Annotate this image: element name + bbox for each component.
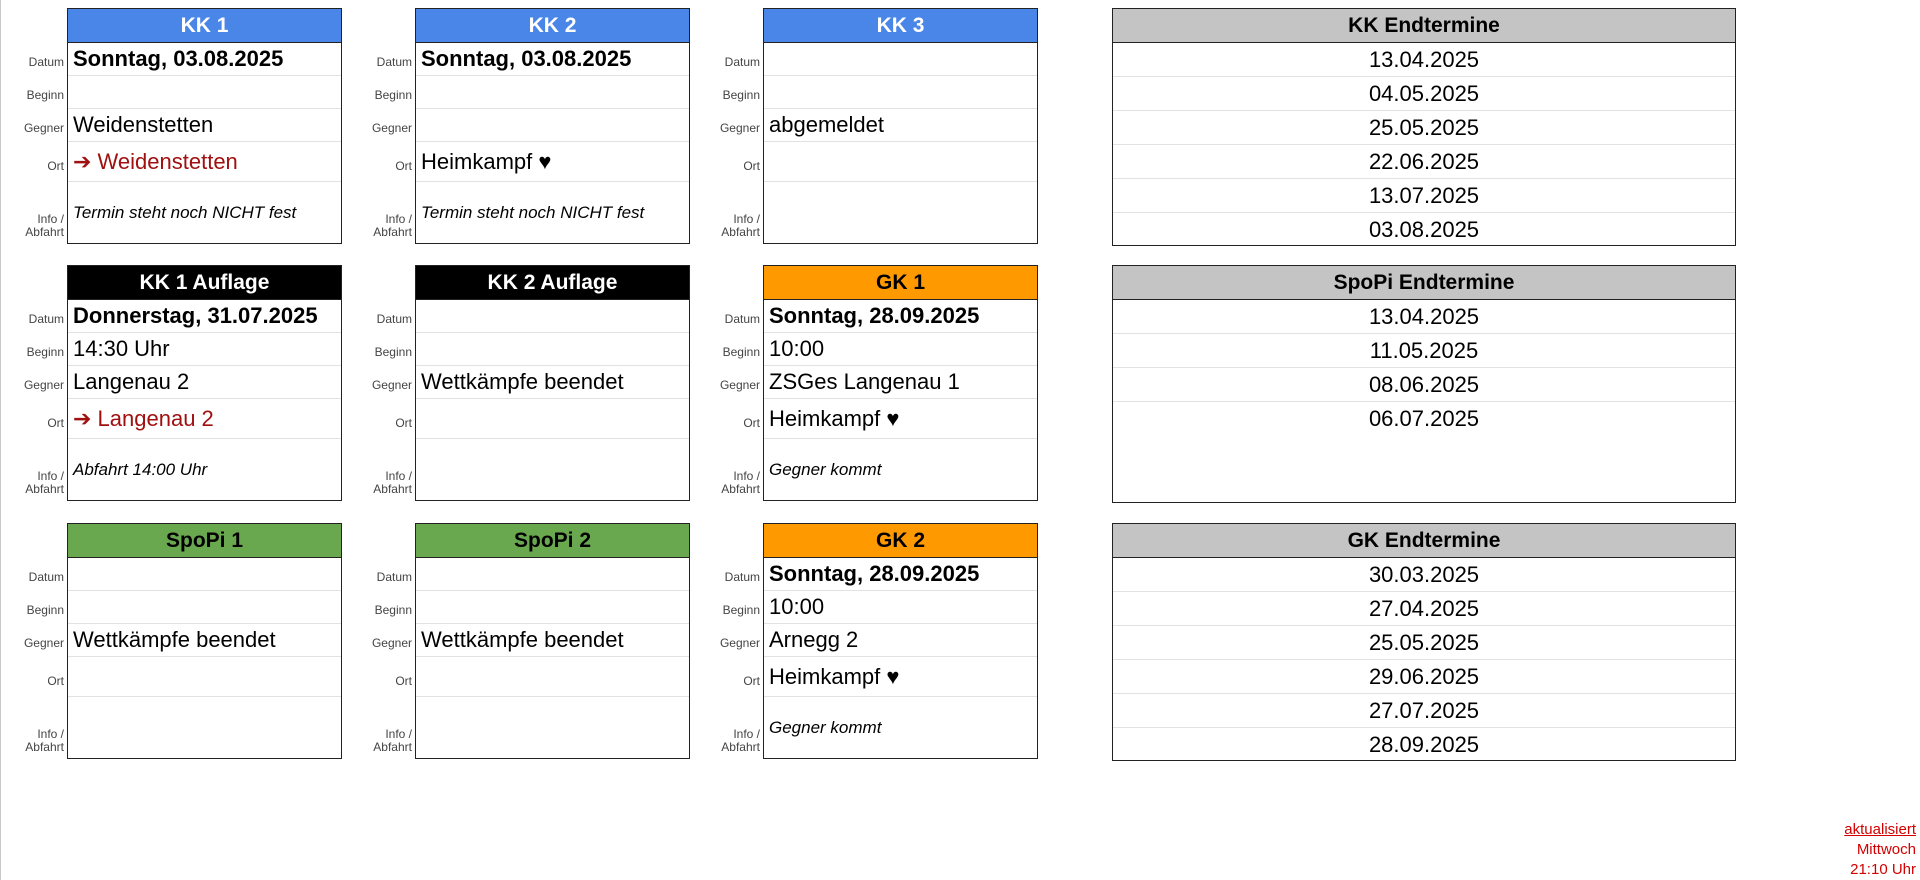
label-info-abfahrt	[4, 213, 64, 239]
label-info: Info /	[37, 469, 64, 483]
card-box	[763, 8, 1038, 244]
label-datum: Datum	[724, 55, 760, 69]
card-box	[67, 523, 342, 759]
card-kk3	[697, 8, 1045, 246]
label-ort: Ort	[395, 416, 412, 430]
label-abfahrt: Abfahrt	[373, 482, 412, 496]
endtermin-date: 13.04.2025	[1113, 43, 1735, 77]
label-info-abfahrt	[700, 470, 760, 496]
card-info-value: Gegner kommt	[769, 459, 882, 479]
label-gegner: Gegner	[23, 378, 64, 392]
card-info-value: Abfahrt 14:00 Uhr	[73, 459, 208, 479]
label-info: Info /	[385, 212, 412, 226]
label-gegner: Gegner	[23, 636, 64, 650]
card-ort-value	[68, 657, 341, 697]
card-box	[67, 265, 342, 501]
card-gk2	[697, 523, 1045, 761]
card-ort-value: Heimkampf ♥	[764, 399, 1037, 439]
gk-endtermine-title: GK Endtermine	[1113, 524, 1735, 558]
label-datum: Datum	[28, 312, 64, 326]
card-ort-value	[416, 399, 689, 439]
card-title: GK 2	[764, 524, 1037, 558]
card-ort-value: ➔ Weidenstetten	[68, 142, 341, 182]
label-info-abfahrt	[352, 728, 412, 754]
endtermin-date: 25.05.2025	[1113, 111, 1735, 145]
label-abfahrt: Abfahrt	[25, 482, 64, 496]
label-datum: Datum	[28, 570, 64, 584]
label-info: Info /	[733, 212, 760, 226]
label-abfahrt: Abfahrt	[373, 740, 412, 754]
label-datum: Datum	[724, 570, 760, 584]
label-info-abfahrt	[4, 470, 64, 496]
updated-day: Mittwoch	[1856, 841, 1916, 858]
label-datum: Datum	[376, 570, 412, 584]
spopi-endtermine-title: SpoPi Endtermine	[1113, 266, 1735, 300]
label-beginn: Beginn	[722, 345, 760, 359]
card-kk2	[349, 8, 697, 246]
card-gegner-value: Wettkämpfe beendet	[416, 624, 689, 657]
label-beginn: Beginn	[26, 603, 64, 617]
label-info: Info /	[733, 727, 760, 741]
endtermin-date: 30.03.2025	[1113, 558, 1735, 592]
card-gegner-value: Langenau 2	[68, 366, 341, 399]
updated-link[interactable]: aktualisiert	[1844, 821, 1916, 838]
label-beginn: Beginn	[374, 88, 412, 102]
label-abfahrt: Abfahrt	[721, 482, 760, 496]
kk-endtermine	[1112, 8, 1736, 246]
label-ort: Ort	[395, 159, 412, 173]
label-ort: Ort	[743, 674, 760, 688]
card-info-value	[416, 697, 689, 758]
label-datum: Datum	[28, 55, 64, 69]
card-title: KK 1	[68, 9, 341, 43]
card-spopi2	[349, 523, 697, 761]
label-info: Info /	[37, 727, 64, 741]
card-gegner-value: Weidenstetten	[68, 109, 341, 142]
label-beginn: Beginn	[26, 88, 64, 102]
label-info-abfahrt	[700, 213, 760, 239]
card-beginn-value: 10:00	[764, 591, 1037, 624]
label-info-abfahrt	[352, 213, 412, 239]
label-info: Info /	[37, 212, 64, 226]
spopi-endtermine-list	[1113, 300, 1735, 435]
spopi-endtermine	[1112, 265, 1736, 503]
label-ort: Ort	[743, 416, 760, 430]
endtermin-date: 13.07.2025	[1113, 179, 1735, 213]
endtermin-date: 27.04.2025	[1113, 592, 1735, 626]
endtermin-date: 22.06.2025	[1113, 145, 1735, 179]
card-box	[415, 265, 690, 501]
card-gk1	[697, 265, 1045, 503]
card-title: SpoPi 2	[416, 524, 689, 558]
label-ort: Ort	[743, 159, 760, 173]
label-info: Info /	[733, 469, 760, 483]
card-datum-value: Sonntag, 28.09.2025	[764, 558, 1037, 591]
card-info-value	[68, 697, 341, 758]
label-gegner: Gegner	[371, 121, 412, 135]
card-title: KK 2 Auflage	[416, 266, 689, 300]
card-ort-value	[416, 657, 689, 697]
endtermin-date: 08.06.2025	[1113, 368, 1735, 402]
card-gegner-value: Wettkämpfe beendet	[416, 366, 689, 399]
card-beginn-value	[416, 76, 689, 109]
label-gegner: Gegner	[23, 121, 64, 135]
label-datum: Datum	[376, 55, 412, 69]
card-title: KK 2	[416, 9, 689, 43]
card-datum-value	[416, 300, 689, 333]
card-box	[763, 265, 1038, 501]
label-gegner: Gegner	[371, 636, 412, 650]
card-kk2-auflage	[349, 265, 697, 503]
label-abfahrt: Abfahrt	[721, 740, 760, 754]
card-beginn-value: 14:30 Uhr	[68, 333, 341, 366]
label-beginn: Beginn	[722, 88, 760, 102]
card-spopi1	[1, 523, 349, 761]
card-beginn-value	[764, 76, 1037, 109]
card-info-value: Termin steht noch NICHT fest	[73, 202, 297, 222]
endtermin-date: 03.08.2025	[1368, 217, 1480, 242]
label-info-abfahrt	[700, 728, 760, 754]
card-beginn-value	[416, 591, 689, 624]
card-info-value	[764, 182, 1037, 243]
card-info-value: Gegner kommt	[769, 717, 882, 737]
label-info-abfahrt	[352, 470, 412, 496]
card-gegner-value: Wettkämpfe beendet	[68, 624, 341, 657]
card-datum-value: Sonntag, 03.08.2025	[68, 43, 341, 76]
endtermin-date: 04.05.2025	[1113, 77, 1735, 111]
label-gegner: Gegner	[719, 636, 760, 650]
endtermin-date: 25.05.2025	[1113, 626, 1735, 660]
card-box	[415, 8, 690, 244]
card-beginn-value: 10:00	[764, 333, 1037, 366]
card-box	[763, 523, 1038, 759]
label-abfahrt: Abfahrt	[721, 225, 760, 239]
gk-endtermine	[1112, 523, 1736, 761]
label-ort: Ort	[47, 416, 64, 430]
card-datum-value	[68, 558, 341, 591]
label-info: Info /	[385, 469, 412, 483]
kk-endtermine-title: KK Endtermine	[1113, 9, 1735, 43]
card-gegner-value: ZSGes Langenau 1	[764, 366, 1037, 399]
label-abfahrt: Abfahrt	[25, 740, 64, 754]
endtermin-date: 06.07.2025	[1368, 406, 1480, 431]
card-gegner-value	[416, 109, 689, 142]
card-box	[67, 8, 342, 244]
updated-time: 21:10 Uhr	[1850, 861, 1916, 878]
card-datum-value	[764, 43, 1037, 76]
card-info-value: Termin steht noch NICHT fest	[421, 202, 645, 222]
card-ort-value	[764, 142, 1037, 182]
card-title: GK 1	[764, 266, 1037, 300]
endtermin-date: 27.07.2025	[1113, 694, 1735, 728]
card-ort-value: Heimkampf ♥	[416, 142, 689, 182]
gk-endtermine-list	[1113, 558, 1735, 761]
card-datum-value: Donnerstag, 31.07.2025	[68, 300, 341, 333]
label-abfahrt: Abfahrt	[373, 225, 412, 239]
label-ort: Ort	[47, 674, 64, 688]
card-beginn-value	[416, 333, 689, 366]
updated-info	[1816, 820, 1916, 880]
label-info-abfahrt	[4, 728, 64, 754]
label-info: Info /	[385, 727, 412, 741]
card-datum-value	[416, 558, 689, 591]
card-beginn-value	[68, 76, 341, 109]
label-abfahrt: Abfahrt	[25, 225, 64, 239]
endtermin-date: 29.06.2025	[1113, 660, 1735, 694]
endtermin-date: 13.04.2025	[1113, 300, 1735, 334]
card-ort-value: ➔ Langenau 2	[68, 399, 341, 439]
card-box	[415, 523, 690, 759]
endtermin-date: 11.05.2025	[1113, 334, 1735, 368]
label-beginn: Beginn	[374, 345, 412, 359]
label-ort: Ort	[47, 159, 64, 173]
card-info-value	[416, 439, 689, 500]
card-datum-value: Sonntag, 03.08.2025	[416, 43, 689, 76]
label-beginn: Beginn	[374, 603, 412, 617]
card-datum-value: Sonntag, 28.09.2025	[764, 300, 1037, 333]
card-gegner-value: abgemeldet	[764, 109, 1037, 142]
card-ort-value: Heimkampf ♥	[764, 657, 1037, 697]
label-beginn: Beginn	[26, 345, 64, 359]
label-ort: Ort	[395, 674, 412, 688]
endtermin-date: 28.09.2025	[1368, 732, 1480, 757]
label-gegner: Gegner	[371, 378, 412, 392]
card-title: SpoPi 1	[68, 524, 341, 558]
card-title: KK 3	[764, 9, 1037, 43]
card-kk1-auflage	[1, 265, 349, 503]
card-gegner-value: Arnegg 2	[764, 624, 1037, 657]
card-beginn-value	[68, 591, 341, 624]
label-datum: Datum	[724, 312, 760, 326]
label-datum: Datum	[376, 312, 412, 326]
label-beginn: Beginn	[722, 603, 760, 617]
card-kk1	[1, 8, 349, 246]
label-gegner: Gegner	[719, 378, 760, 392]
card-title: KK 1 Auflage	[68, 266, 341, 300]
kk-endtermine-list	[1113, 43, 1735, 246]
label-gegner: Gegner	[719, 121, 760, 135]
